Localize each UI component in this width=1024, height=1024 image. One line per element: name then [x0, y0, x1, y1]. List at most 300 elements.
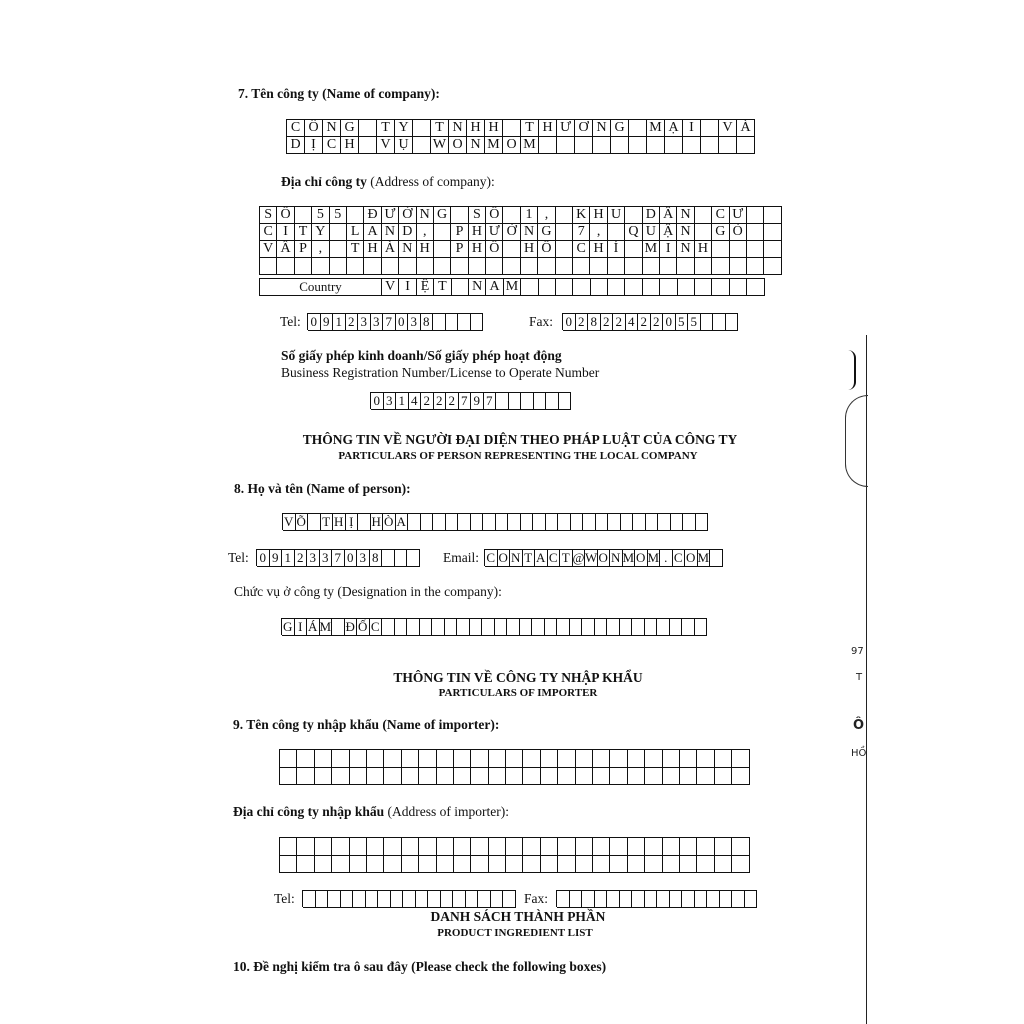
- grid-cell[interactable]: Q: [625, 224, 642, 241]
- grid-cell[interactable]: L: [347, 224, 364, 241]
- grid-cell[interactable]: Â: [660, 207, 677, 224]
- grid-cell[interactable]: [315, 750, 332, 768]
- char-box[interactable]: [470, 619, 483, 636]
- grid-cell[interactable]: [747, 279, 764, 296]
- char-box[interactable]: [646, 514, 659, 531]
- char-box[interactable]: [521, 514, 534, 531]
- grid-cell[interactable]: [715, 750, 732, 768]
- grid-cell[interactable]: ,: [538, 207, 555, 224]
- char-box[interactable]: [520, 619, 533, 636]
- char-box[interactable]: [595, 619, 608, 636]
- char-box[interactable]: [441, 891, 454, 908]
- grid-cell[interactable]: [434, 224, 451, 241]
- char-box[interactable]: [416, 891, 429, 908]
- char-box[interactable]: [557, 619, 570, 636]
- char-box[interactable]: [420, 619, 433, 636]
- grid-cell[interactable]: [260, 258, 277, 275]
- grid-cell[interactable]: [451, 258, 468, 275]
- char-box[interactable]: [332, 619, 345, 636]
- char-box[interactable]: [632, 619, 645, 636]
- char-box[interactable]: [395, 619, 408, 636]
- grid-cell[interactable]: [417, 258, 434, 275]
- char-box[interactable]: [710, 550, 723, 567]
- char-box[interactable]: 3: [384, 393, 397, 410]
- char-box[interactable]: [682, 891, 695, 908]
- grid-cell[interactable]: [643, 279, 660, 296]
- grid-cell[interactable]: 7: [573, 224, 590, 241]
- char-box[interactable]: 2: [434, 393, 447, 410]
- grid-cell[interactable]: [359, 120, 377, 137]
- grid-cell[interactable]: [451, 207, 468, 224]
- grid-cell[interactable]: Ị: [305, 137, 323, 154]
- char-box[interactable]: [466, 891, 479, 908]
- email-field[interactable]: [484, 549, 723, 566]
- grid-cell[interactable]: [330, 224, 347, 241]
- grid-cell[interactable]: I: [277, 224, 294, 241]
- char-box[interactable]: 0: [308, 314, 321, 331]
- char-box[interactable]: 4: [409, 393, 422, 410]
- char-box[interactable]: [559, 393, 572, 410]
- grid-cell[interactable]: [332, 838, 349, 856]
- char-box[interactable]: [620, 619, 633, 636]
- char-box[interactable]: Á: [307, 619, 320, 636]
- grid-cell[interactable]: ,: [417, 224, 434, 241]
- grid-cell[interactable]: 5: [312, 207, 329, 224]
- grid-cell[interactable]: [747, 207, 764, 224]
- grid-cell[interactable]: [486, 258, 503, 275]
- rep-name-field[interactable]: [282, 513, 708, 530]
- grid-cell[interactable]: [419, 856, 436, 874]
- char-box[interactable]: [408, 514, 421, 531]
- char-box[interactable]: Ố: [357, 619, 370, 636]
- grid-cell[interactable]: [628, 768, 645, 786]
- grid-cell[interactable]: [593, 750, 610, 768]
- grid-cell[interactable]: [434, 241, 451, 258]
- char-box[interactable]: [713, 314, 726, 331]
- char-box[interactable]: [558, 514, 571, 531]
- grid-cell[interactable]: [712, 279, 729, 296]
- char-box[interactable]: [657, 619, 670, 636]
- char-box[interactable]: O: [498, 550, 511, 567]
- char-box[interactable]: [570, 891, 583, 908]
- grid-cell[interactable]: [608, 258, 625, 275]
- char-box[interactable]: H: [333, 514, 346, 531]
- char-box[interactable]: [632, 891, 645, 908]
- grid-cell[interactable]: H: [417, 241, 434, 258]
- grid-cell[interactable]: [539, 279, 556, 296]
- grid-cell[interactable]: [625, 241, 642, 258]
- grid-cell[interactable]: [277, 258, 294, 275]
- char-box[interactable]: C: [370, 619, 383, 636]
- grid-cell[interactable]: [683, 137, 701, 154]
- grid-cell[interactable]: [645, 856, 662, 874]
- char-box[interactable]: [407, 550, 420, 567]
- char-box[interactable]: 5: [676, 314, 689, 331]
- grid-cell[interactable]: V: [382, 279, 399, 296]
- grid-cell[interactable]: N: [677, 207, 694, 224]
- grid-cell[interactable]: [645, 838, 662, 856]
- grid-cell[interactable]: [503, 258, 520, 275]
- char-box[interactable]: [496, 514, 509, 531]
- char-box[interactable]: [478, 891, 491, 908]
- grid-cell[interactable]: Ạ: [665, 120, 683, 137]
- char-box[interactable]: 7: [383, 314, 396, 331]
- grid-cell[interactable]: [350, 768, 367, 786]
- grid-cell[interactable]: [573, 279, 590, 296]
- grid-cell[interactable]: W: [431, 137, 449, 154]
- grid-cell[interactable]: [367, 750, 384, 768]
- grid-cell[interactable]: [557, 137, 575, 154]
- char-box[interactable]: [695, 619, 708, 636]
- char-box[interactable]: [483, 514, 496, 531]
- grid-cell[interactable]: [558, 750, 575, 768]
- char-box[interactable]: [633, 514, 646, 531]
- grid-cell[interactable]: [452, 279, 469, 296]
- grid-cell[interactable]: [747, 258, 764, 275]
- char-box[interactable]: T: [321, 514, 334, 531]
- grid-cell[interactable]: [680, 750, 697, 768]
- grid-cell[interactable]: C: [260, 224, 277, 241]
- char-box[interactable]: W: [585, 550, 598, 565]
- grid-cell[interactable]: [382, 258, 399, 275]
- grid-cell[interactable]: [402, 768, 419, 786]
- char-box[interactable]: .: [660, 550, 673, 567]
- grid-cell[interactable]: [715, 856, 732, 874]
- char-box[interactable]: 3: [371, 314, 384, 331]
- grid-cell[interactable]: [297, 838, 314, 856]
- grid-cell[interactable]: [315, 838, 332, 856]
- grid-cell[interactable]: [330, 241, 347, 258]
- grid-cell[interactable]: Ò: [730, 224, 747, 241]
- grid-cell[interactable]: [367, 768, 384, 786]
- grid-cell[interactable]: [454, 838, 471, 856]
- char-box[interactable]: 2: [295, 550, 308, 567]
- grid-cell[interactable]: P: [295, 241, 312, 258]
- char-box[interactable]: [658, 514, 671, 531]
- grid-cell[interactable]: [419, 838, 436, 856]
- grid-cell[interactable]: [297, 856, 314, 874]
- grid-cell[interactable]: [611, 137, 629, 154]
- char-box[interactable]: M: [622, 550, 635, 565]
- grid-cell[interactable]: [593, 838, 610, 856]
- grid-cell[interactable]: [471, 838, 488, 856]
- grid-cell[interactable]: G: [434, 207, 451, 224]
- grid-cell[interactable]: C: [287, 120, 305, 137]
- char-box[interactable]: [582, 891, 595, 908]
- char-box[interactable]: 2: [613, 314, 626, 331]
- char-box[interactable]: 2: [601, 314, 614, 331]
- grid-cell[interactable]: À: [382, 241, 399, 258]
- char-box[interactable]: 3: [358, 314, 371, 331]
- grid-cell[interactable]: [506, 768, 523, 786]
- grid-cell[interactable]: [663, 838, 680, 856]
- grid-cell[interactable]: [712, 258, 729, 275]
- grid-cell[interactable]: [645, 768, 662, 786]
- grid-cell[interactable]: N: [399, 241, 416, 258]
- grid-cell[interactable]: [628, 856, 645, 874]
- grid-cell[interactable]: T: [431, 120, 449, 137]
- char-box[interactable]: [382, 550, 395, 567]
- char-box[interactable]: [428, 891, 441, 908]
- grid-cell[interactable]: Ố: [277, 207, 294, 224]
- grid-cell[interactable]: [538, 258, 555, 275]
- char-box[interactable]: C: [485, 550, 498, 567]
- char-box[interactable]: 4: [626, 314, 639, 331]
- char-box[interactable]: A: [535, 550, 548, 567]
- grid-cell[interactable]: [419, 768, 436, 786]
- grid-cell[interactable]: [384, 838, 401, 856]
- grid-cell[interactable]: [332, 856, 349, 874]
- grid-cell[interactable]: [678, 279, 695, 296]
- char-box[interactable]: [546, 393, 559, 410]
- grid-cell[interactable]: [489, 750, 506, 768]
- grid-cell[interactable]: N: [677, 241, 694, 258]
- rep-tel-field[interactable]: [256, 549, 420, 566]
- grid-cell[interactable]: [737, 137, 755, 154]
- char-box[interactable]: 0: [257, 550, 270, 567]
- grid-cell[interactable]: N: [469, 279, 486, 296]
- char-box[interactable]: [532, 619, 545, 636]
- char-box[interactable]: [546, 514, 559, 531]
- grid-cell[interactable]: [471, 750, 488, 768]
- char-box[interactable]: [571, 514, 584, 531]
- char-box[interactable]: 8: [370, 550, 383, 567]
- grid-cell[interactable]: [610, 856, 627, 874]
- grid-cell[interactable]: M: [647, 120, 665, 137]
- grid-cell[interactable]: G: [712, 224, 729, 241]
- grid-cell[interactable]: [367, 838, 384, 856]
- char-box[interactable]: 8: [421, 314, 434, 331]
- grid-cell[interactable]: [730, 241, 747, 258]
- char-box[interactable]: [445, 619, 458, 636]
- grid-cell[interactable]: [295, 258, 312, 275]
- char-box[interactable]: 2: [576, 314, 589, 331]
- grid-cell[interactable]: [541, 856, 558, 874]
- char-box[interactable]: 3: [408, 314, 421, 331]
- grid-cell[interactable]: M: [485, 137, 503, 154]
- grid-cell[interactable]: [556, 224, 573, 241]
- grid-cell[interactable]: Ư: [486, 224, 503, 241]
- grid-cell[interactable]: [503, 120, 521, 137]
- importer-address-grid[interactable]: [279, 837, 750, 873]
- char-box[interactable]: N: [510, 550, 523, 567]
- char-box[interactable]: [707, 891, 720, 908]
- grid-cell[interactable]: [523, 750, 540, 768]
- grid-cell[interactable]: [359, 137, 377, 154]
- grid-cell[interactable]: H: [539, 120, 557, 137]
- grid-cell[interactable]: [419, 750, 436, 768]
- grid-cell[interactable]: [660, 258, 677, 275]
- grid-cell[interactable]: N: [677, 224, 694, 241]
- grid-cell[interactable]: [680, 768, 697, 786]
- grid-cell[interactable]: [541, 750, 558, 768]
- char-box[interactable]: [471, 314, 484, 331]
- grid-cell[interactable]: Y: [312, 224, 329, 241]
- char-box[interactable]: [621, 514, 634, 531]
- char-box[interactable]: V: [283, 514, 296, 531]
- company-name-grid[interactable]: [286, 119, 755, 154]
- grid-cell[interactable]: [556, 279, 573, 296]
- grid-cell[interactable]: [402, 856, 419, 874]
- grid-cell[interactable]: [697, 750, 714, 768]
- grid-cell[interactable]: D: [287, 137, 305, 154]
- char-box[interactable]: [545, 619, 558, 636]
- char-box[interactable]: [583, 514, 596, 531]
- grid-cell[interactable]: [558, 838, 575, 856]
- grid-cell[interactable]: T: [347, 241, 364, 258]
- grid-cell[interactable]: [576, 838, 593, 856]
- char-box[interactable]: [491, 891, 504, 908]
- char-box[interactable]: Ị: [346, 514, 359, 531]
- grid-cell[interactable]: A: [486, 279, 503, 296]
- char-box[interactable]: H: [371, 514, 384, 531]
- grid-cell[interactable]: [297, 750, 314, 768]
- grid-cell[interactable]: [384, 856, 401, 874]
- grid-cell[interactable]: N: [382, 224, 399, 241]
- grid-cell[interactable]: H: [364, 241, 381, 258]
- grid-cell[interactable]: [647, 137, 665, 154]
- char-box[interactable]: 8: [588, 314, 601, 331]
- grid-cell[interactable]: [489, 768, 506, 786]
- grid-cell[interactable]: H: [590, 207, 607, 224]
- char-box[interactable]: [557, 891, 570, 908]
- grid-cell[interactable]: V: [260, 241, 277, 258]
- grid-cell[interactable]: [730, 279, 747, 296]
- grid-cell[interactable]: À: [737, 120, 755, 137]
- char-box[interactable]: 9: [270, 550, 283, 567]
- grid-cell[interactable]: H: [469, 224, 486, 241]
- grid-cell[interactable]: V: [719, 120, 737, 137]
- grid-cell[interactable]: [575, 137, 593, 154]
- char-box[interactable]: 9: [321, 314, 334, 331]
- char-box[interactable]: [433, 314, 446, 331]
- grid-cell[interactable]: [663, 750, 680, 768]
- grid-cell[interactable]: [523, 856, 540, 874]
- grid-cell[interactable]: G: [611, 120, 629, 137]
- importer-name-grid[interactable]: [279, 749, 750, 785]
- grid-cell[interactable]: [556, 241, 573, 258]
- char-box[interactable]: [421, 514, 434, 531]
- grid-cell[interactable]: [732, 856, 749, 874]
- char-box[interactable]: C: [548, 550, 561, 567]
- grid-cell[interactable]: [506, 750, 523, 768]
- grid-cell[interactable]: [521, 258, 538, 275]
- grid-cell[interactable]: Ấ: [277, 241, 294, 258]
- grid-cell[interactable]: Ậ: [660, 224, 677, 241]
- char-box[interactable]: M: [319, 619, 332, 634]
- grid-cell[interactable]: [364, 258, 381, 275]
- char-box[interactable]: C: [673, 550, 686, 567]
- char-box[interactable]: Õ: [296, 514, 309, 531]
- grid-cell[interactable]: [701, 120, 719, 137]
- grid-cell[interactable]: [402, 838, 419, 856]
- grid-cell[interactable]: M: [643, 241, 660, 258]
- char-box[interactable]: [720, 891, 733, 908]
- char-box[interactable]: [316, 891, 329, 908]
- grid-cell[interactable]: [747, 224, 764, 241]
- importer-tel-field[interactable]: [302, 890, 516, 907]
- char-box[interactable]: [671, 514, 684, 531]
- grid-cell[interactable]: N: [323, 120, 341, 137]
- char-box[interactable]: 2: [638, 314, 651, 331]
- grid-cell[interactable]: C: [323, 137, 341, 154]
- char-box[interactable]: 7: [459, 393, 472, 410]
- char-box[interactable]: [608, 514, 621, 531]
- char-box[interactable]: [732, 891, 745, 908]
- grid-cell[interactable]: A: [364, 224, 381, 241]
- grid-cell[interactable]: U: [608, 207, 625, 224]
- grid-cell[interactable]: Ệ: [417, 279, 434, 296]
- grid-cell[interactable]: D: [643, 207, 660, 224]
- grid-cell[interactable]: Ụ: [395, 137, 413, 154]
- char-box[interactable]: [382, 619, 395, 636]
- grid-cell[interactable]: [454, 750, 471, 768]
- grid-cell[interactable]: [593, 856, 610, 874]
- grid-cell[interactable]: [330, 258, 347, 275]
- grid-cell[interactable]: [437, 768, 454, 786]
- char-box[interactable]: T: [523, 550, 536, 567]
- char-box[interactable]: O: [598, 550, 611, 567]
- grid-cell[interactable]: D: [399, 224, 416, 241]
- grid-cell[interactable]: [629, 137, 647, 154]
- char-box[interactable]: [391, 891, 404, 908]
- grid-cell[interactable]: Ô: [305, 120, 323, 137]
- char-box[interactable]: [358, 514, 371, 531]
- grid-cell[interactable]: U: [643, 224, 660, 241]
- char-box[interactable]: 3: [320, 550, 333, 567]
- grid-cell[interactable]: [764, 241, 781, 258]
- char-box[interactable]: [533, 514, 546, 531]
- grid-cell[interactable]: [539, 137, 557, 154]
- grid-cell[interactable]: Ờ: [399, 207, 416, 224]
- grid-cell[interactable]: Ố: [486, 207, 503, 224]
- grid-cell[interactable]: [295, 207, 312, 224]
- grid-cell[interactable]: [312, 258, 329, 275]
- grid-cell[interactable]: [680, 856, 697, 874]
- char-box[interactable]: @: [572, 550, 585, 565]
- grid-cell[interactable]: H: [521, 241, 538, 258]
- char-box[interactable]: [403, 891, 416, 908]
- grid-cell[interactable]: H: [485, 120, 503, 137]
- char-box[interactable]: [534, 393, 547, 410]
- grid-cell[interactable]: [645, 750, 662, 768]
- char-box[interactable]: [670, 619, 683, 636]
- grid-cell[interactable]: Ơ: [575, 120, 593, 137]
- char-box[interactable]: [645, 891, 658, 908]
- char-box[interactable]: [507, 619, 520, 636]
- grid-cell[interactable]: [697, 768, 714, 786]
- grid-cell[interactable]: [434, 258, 451, 275]
- grid-cell[interactable]: [558, 768, 575, 786]
- grid-cell[interactable]: [590, 258, 607, 275]
- grid-cell[interactable]: [437, 856, 454, 874]
- grid-cell[interactable]: I: [399, 279, 416, 296]
- char-box[interactable]: [495, 619, 508, 636]
- char-box[interactable]: O: [685, 550, 698, 567]
- grid-cell[interactable]: [489, 838, 506, 856]
- grid-cell[interactable]: [437, 838, 454, 856]
- char-box[interactable]: 3: [357, 550, 370, 567]
- grid-cell[interactable]: [399, 258, 416, 275]
- grid-cell[interactable]: [608, 279, 625, 296]
- grid-cell[interactable]: C: [712, 207, 729, 224]
- grid-cell[interactable]: [280, 750, 297, 768]
- grid-cell[interactable]: [523, 838, 540, 856]
- grid-cell[interactable]: [663, 856, 680, 874]
- grid-cell[interactable]: ,: [590, 224, 607, 241]
- grid-cell[interactable]: [697, 838, 714, 856]
- grid-cell[interactable]: [576, 750, 593, 768]
